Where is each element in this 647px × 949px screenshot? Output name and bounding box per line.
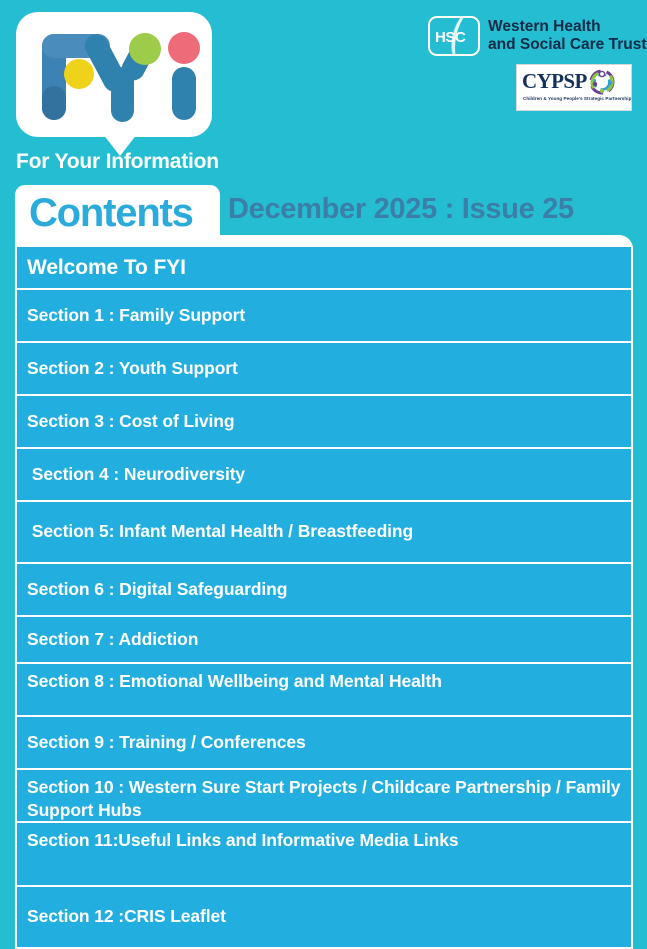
contents-row-label: Section 11:Useful Links and Informative Media Links <box>27 830 459 850</box>
fyi-logo-letters <box>16 12 212 137</box>
contents-row-label: Section 5: Infant Mental Health / Breastfeeding <box>27 521 414 542</box>
contents-row[interactable] <box>17 617 631 664</box>
cypsp-tagline: Children & Young People's Strategic Partnership <box>523 96 632 101</box>
hsc-mark-label: HSC <box>435 29 466 46</box>
cypsp-people-ring-icon <box>588 68 616 96</box>
contents-row[interactable] <box>17 290 631 343</box>
contents-row[interactable] <box>17 770 631 823</box>
contents-row[interactable] <box>17 564 631 617</box>
contents-bar <box>0 185 647 247</box>
contents-row[interactable] <box>17 664 631 717</box>
trust-name-line2: and Social Care Trust <box>488 36 647 53</box>
fyi-tagline: For Your Information <box>16 150 219 173</box>
issue-label: December 2025 : Issue 25 <box>228 193 574 225</box>
contents-row-label: Section 10 : Western Sure Start Projects / Childcare Partnership / Family Support Hubs <box>27 777 626 821</box>
contents-row-label: Section 4 : Neurodiversity <box>27 463 246 484</box>
page-header <box>0 0 647 185</box>
contents-row-label: Section 2 : Youth Support <box>27 357 238 378</box>
contents-tab-label: Contents <box>29 191 193 235</box>
contents-row-welcome[interactable] <box>17 247 631 290</box>
contents-row-label: Section 8 : Emotional Wellbeing and Mental Health <box>27 671 442 691</box>
contents-row-label: Section 7 : Addiction <box>27 628 199 649</box>
contents-table <box>15 247 633 949</box>
contents-row-label: Section 9 : Training / Conferences <box>27 731 306 752</box>
hsc-trust-logo <box>428 16 647 56</box>
contents-row[interactable] <box>17 887 631 947</box>
trust-name-line1: Western Health <box>488 17 601 35</box>
contents-row[interactable] <box>17 717 631 770</box>
contents-row[interactable] <box>17 502 631 564</box>
fyi-logo <box>16 12 212 137</box>
contents-row-label: Section 3 : Cost of Living <box>27 410 235 431</box>
contents-row[interactable] <box>17 449 631 502</box>
contents-row-label: Section 1 : Family Support <box>27 304 246 325</box>
cypsp-acronym: CYPSP <box>522 69 587 93</box>
contents-row-label: Section 12 :CRIS Leaflet <box>27 906 226 927</box>
contents-tab[interactable] <box>15 185 220 243</box>
contents-row[interactable] <box>17 823 631 887</box>
contents-row-label: Welcome To FYI <box>27 255 186 279</box>
contents-row-label: Section 6 : Digital Safeguarding <box>27 578 288 599</box>
contents-row[interactable] <box>17 343 631 396</box>
hsc-mark-icon <box>428 16 480 56</box>
cypsp-logo-row <box>522 68 627 95</box>
trust-name <box>488 18 647 55</box>
contents-row[interactable] <box>17 396 631 449</box>
cypsp-logo <box>516 64 632 111</box>
hsc-swoosh-secondary-icon <box>446 16 480 56</box>
